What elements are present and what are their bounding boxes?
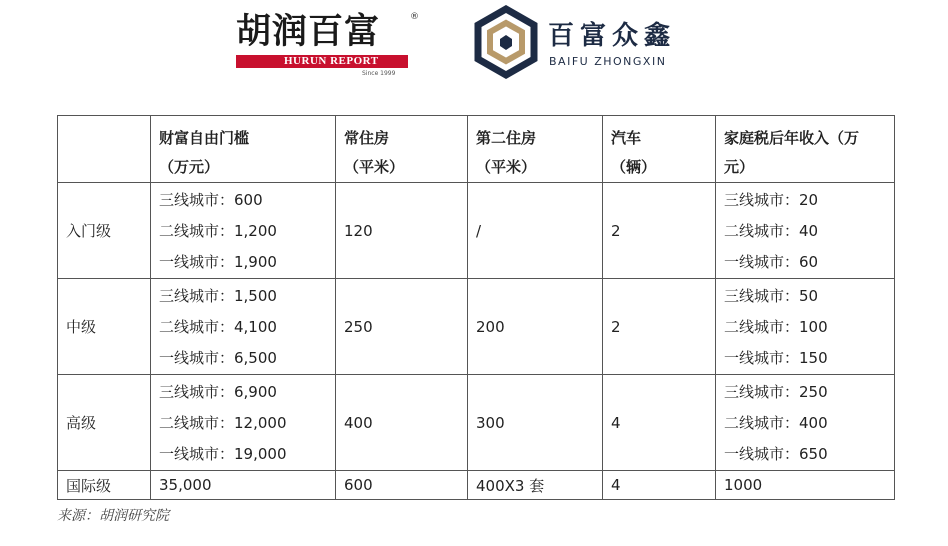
wealth-cell [151,279,336,375]
header-primary-home-line2: （平米） [344,158,405,176]
primary-home-cell: 250 [336,279,468,375]
income-tier3: 三线城市：250 [724,383,828,401]
wealth-tier3: 三线城市：1,500 [159,287,277,305]
income-tier1: 一线城市：150 [724,349,828,367]
wealth-tier1: 一线城市：6,500 [159,349,277,367]
income-tier2: 二线城市：400 [724,414,828,432]
wealth-cell: 35,000 [151,471,336,500]
income-tier1: 一线城市：60 [724,253,819,271]
income-tier3: 三线城市：20 [724,191,819,209]
level-cell: 中级 [58,279,151,375]
header-wealth-line1: 财富自由门槛 [159,129,250,147]
income-cell [716,279,895,375]
table-row [58,375,895,471]
header-second-home-line1: 第二住房 [476,129,537,147]
wealth-cell [151,183,336,279]
table-row [58,183,895,279]
registered-mark: ® [410,12,419,22]
level-cell: 高级 [58,375,151,471]
hurun-logo [236,12,419,82]
second-home-cell: 300 [468,375,603,471]
income-tier1: 一线城市：650 [724,445,828,463]
table-row [58,279,895,375]
wealth-tier2: 二线城市：12,000 [159,414,287,432]
header-cars-line1: 汽车 [611,129,642,147]
hurun-logo-since: Since 1999 [362,70,396,77]
baifu-hexagon-icon [470,5,542,80]
income-cell: 1000 [716,471,895,500]
baifu-logo-name: 百富众鑫 [548,21,677,51]
income-tier3: 三线城市：50 [724,287,819,305]
income-cell [716,375,895,471]
header-income-line1: 家庭税后年收入（万 [724,129,860,147]
wealth-tier3: 三线城市：6,900 [159,383,277,401]
header-wealth-line2: （万元） [159,158,220,176]
header-cars [603,116,716,183]
wealth-level-table [57,115,895,500]
hurun-logo-name: 胡润百富 [236,12,381,52]
header-cars-line2: （辆） [611,158,657,176]
header-wealth [151,116,336,183]
income-cell [716,183,895,279]
header-second-home [468,116,603,183]
header-primary-home-line1: 常住房 [344,129,390,147]
second-home-cell: 400X3 套 [468,471,603,500]
baifu-logo [470,5,710,80]
income-tier2: 二线城市：40 [724,222,819,240]
source-note: 来源：胡润研究院 [57,508,169,524]
header-income [716,116,895,183]
table-header-row [58,116,895,183]
cars-cell: 2 [603,279,716,375]
baifu-logo-name-en: BAIFU ZHONGXIN [549,55,667,68]
table-row [58,471,895,500]
wealth-cell [151,375,336,471]
cars-cell: 2 [603,183,716,279]
wealth-tier1: 一线城市：1,900 [159,253,277,271]
primary-home-cell: 600 [336,471,468,500]
header-level [58,116,151,183]
second-home-cell: 200 [468,279,603,375]
wealth-tier2: 二线城市：1,200 [159,222,277,240]
primary-home-cell: 120 [336,183,468,279]
primary-home-cell: 400 [336,375,468,471]
header-second-home-line2: （平米） [476,158,537,176]
second-home-cell: / [468,183,603,279]
header-primary-home [336,116,468,183]
hurun-logo-bar-text: HURUN REPORT [284,55,379,67]
wealth-tier1: 一线城市：19,000 [159,445,287,463]
cars-cell: 4 [603,375,716,471]
cars-cell: 4 [603,471,716,500]
level-cell: 国际级 [58,471,151,500]
header-income-line2: 元） [724,158,755,176]
income-tier2: 二线城市：100 [724,318,828,336]
wealth-tier3: 三线城市：600 [159,191,263,209]
level-cell: 入门级 [58,183,151,279]
wealth-tier2: 二线城市：4,100 [159,318,277,336]
